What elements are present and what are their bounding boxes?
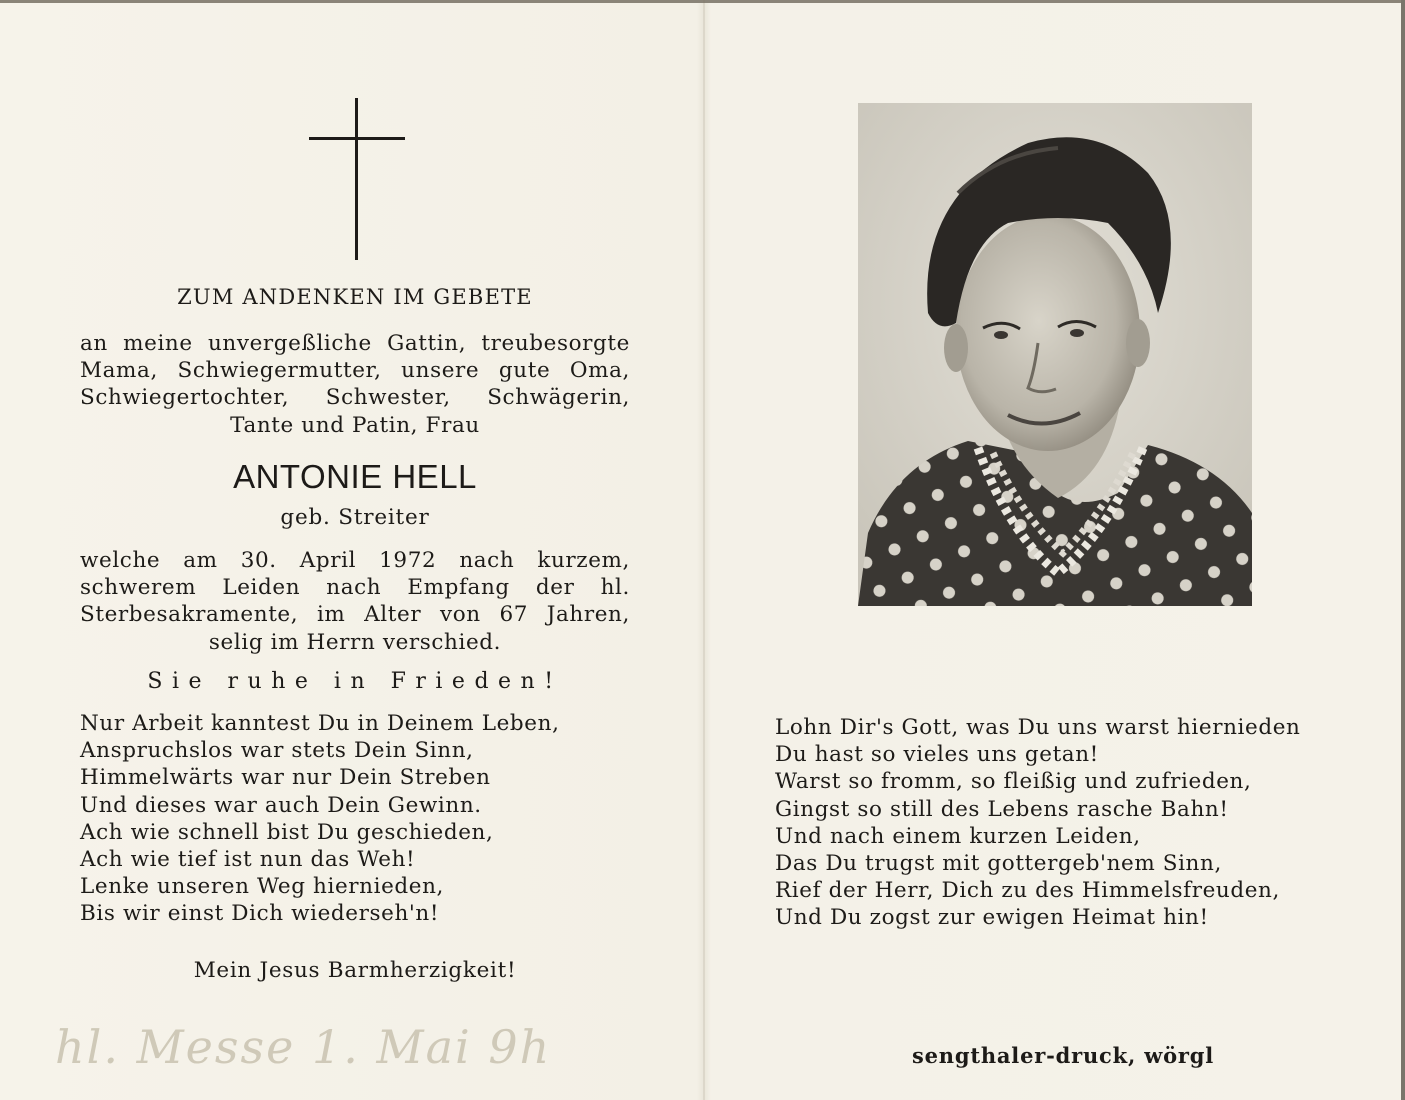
poem-line: Nur Arbeit kanntest Du in Deinem Leben, bbox=[80, 711, 560, 736]
deceased-name: ANTONIE HELL bbox=[233, 458, 477, 495]
death-line: welche am 30. April 1972 nach kurzem, bbox=[80, 548, 630, 573]
poem-line: Gingst so still des Lebens rasche Bahn! bbox=[775, 796, 1229, 822]
poem-line: Anspruchslos war stets Dein Sinn, bbox=[80, 738, 474, 764]
poem-line: Rief der Herr, Dich zu des Himmelsfreuden, bbox=[775, 878, 1280, 904]
printer-imprint: sengthaler-druck, wörgl bbox=[912, 1043, 1215, 1068]
cross-icon bbox=[309, 98, 405, 260]
poem-line: Und Du zogst zur ewigen Heimat hin! bbox=[775, 905, 1209, 931]
intro-line: Tante und Patin, Frau bbox=[230, 412, 480, 438]
poem-line: Bis wir einst Dich wiederseh'n! bbox=[80, 901, 440, 927]
closing-prayer: Mein Jesus Barmherzigkeit! bbox=[193, 958, 517, 983]
birth-name: geb. Streiter bbox=[280, 505, 430, 530]
poem-line: Du hast so vieles uns getan! bbox=[775, 742, 1099, 768]
poem-line: Lohn Dir's Gott, was Du uns warst hiernieden bbox=[775, 715, 1301, 740]
poem-line: Lenke unseren Weg hiernieden, bbox=[80, 874, 444, 900]
portrait-photo bbox=[858, 103, 1252, 606]
poem-line: Himmelwärts war nur Dein Streben bbox=[80, 765, 491, 791]
poem-line: Das Du trugst mit gottergeb'nem Sinn, bbox=[775, 851, 1222, 877]
card-fold bbox=[703, 0, 705, 1100]
right-poem bbox=[775, 714, 1300, 932]
death-line: selig im Herrn verschied. bbox=[208, 629, 502, 655]
poem-line: Ach wie tief ist nun das Weh! bbox=[80, 847, 416, 873]
intro-line: Mama, Schwiegermutter, unsere gute Oma, bbox=[80, 358, 630, 384]
intro-line: Schwiegertochter, Schwester, Schwägerin, bbox=[80, 385, 630, 411]
poem-line: Warst so fromm, so fleißig und zufrieden, bbox=[775, 769, 1252, 795]
poem-line: Ach wie schnell bist Du geschieden, bbox=[80, 819, 494, 845]
death-notice bbox=[80, 547, 630, 656]
poem-line: Und nach einem kurzen Leiden, bbox=[775, 823, 1141, 849]
poem-line: Und dieses war auch Dein Gewinn. bbox=[80, 792, 482, 818]
left-poem bbox=[80, 710, 560, 928]
death-line: Sterbesakramente, im Alter von 67 Jahren, bbox=[80, 602, 630, 628]
card-right-edge bbox=[1401, 0, 1405, 1100]
death-line: schwerem Leiden nach Empfang der hl. bbox=[80, 575, 630, 601]
rest-in-peace-line: Sie ruhe in Frieden! bbox=[147, 669, 563, 694]
handwritten-note: hl. Messe 1. Mai 9h bbox=[55, 1020, 552, 1074]
intro-text bbox=[80, 330, 630, 439]
intro-line: an meine unvergeßliche Gattin, treubesorgte bbox=[80, 331, 630, 356]
memorial-heading: ZUM ANDENKEN IM GEBETE bbox=[177, 285, 533, 309]
